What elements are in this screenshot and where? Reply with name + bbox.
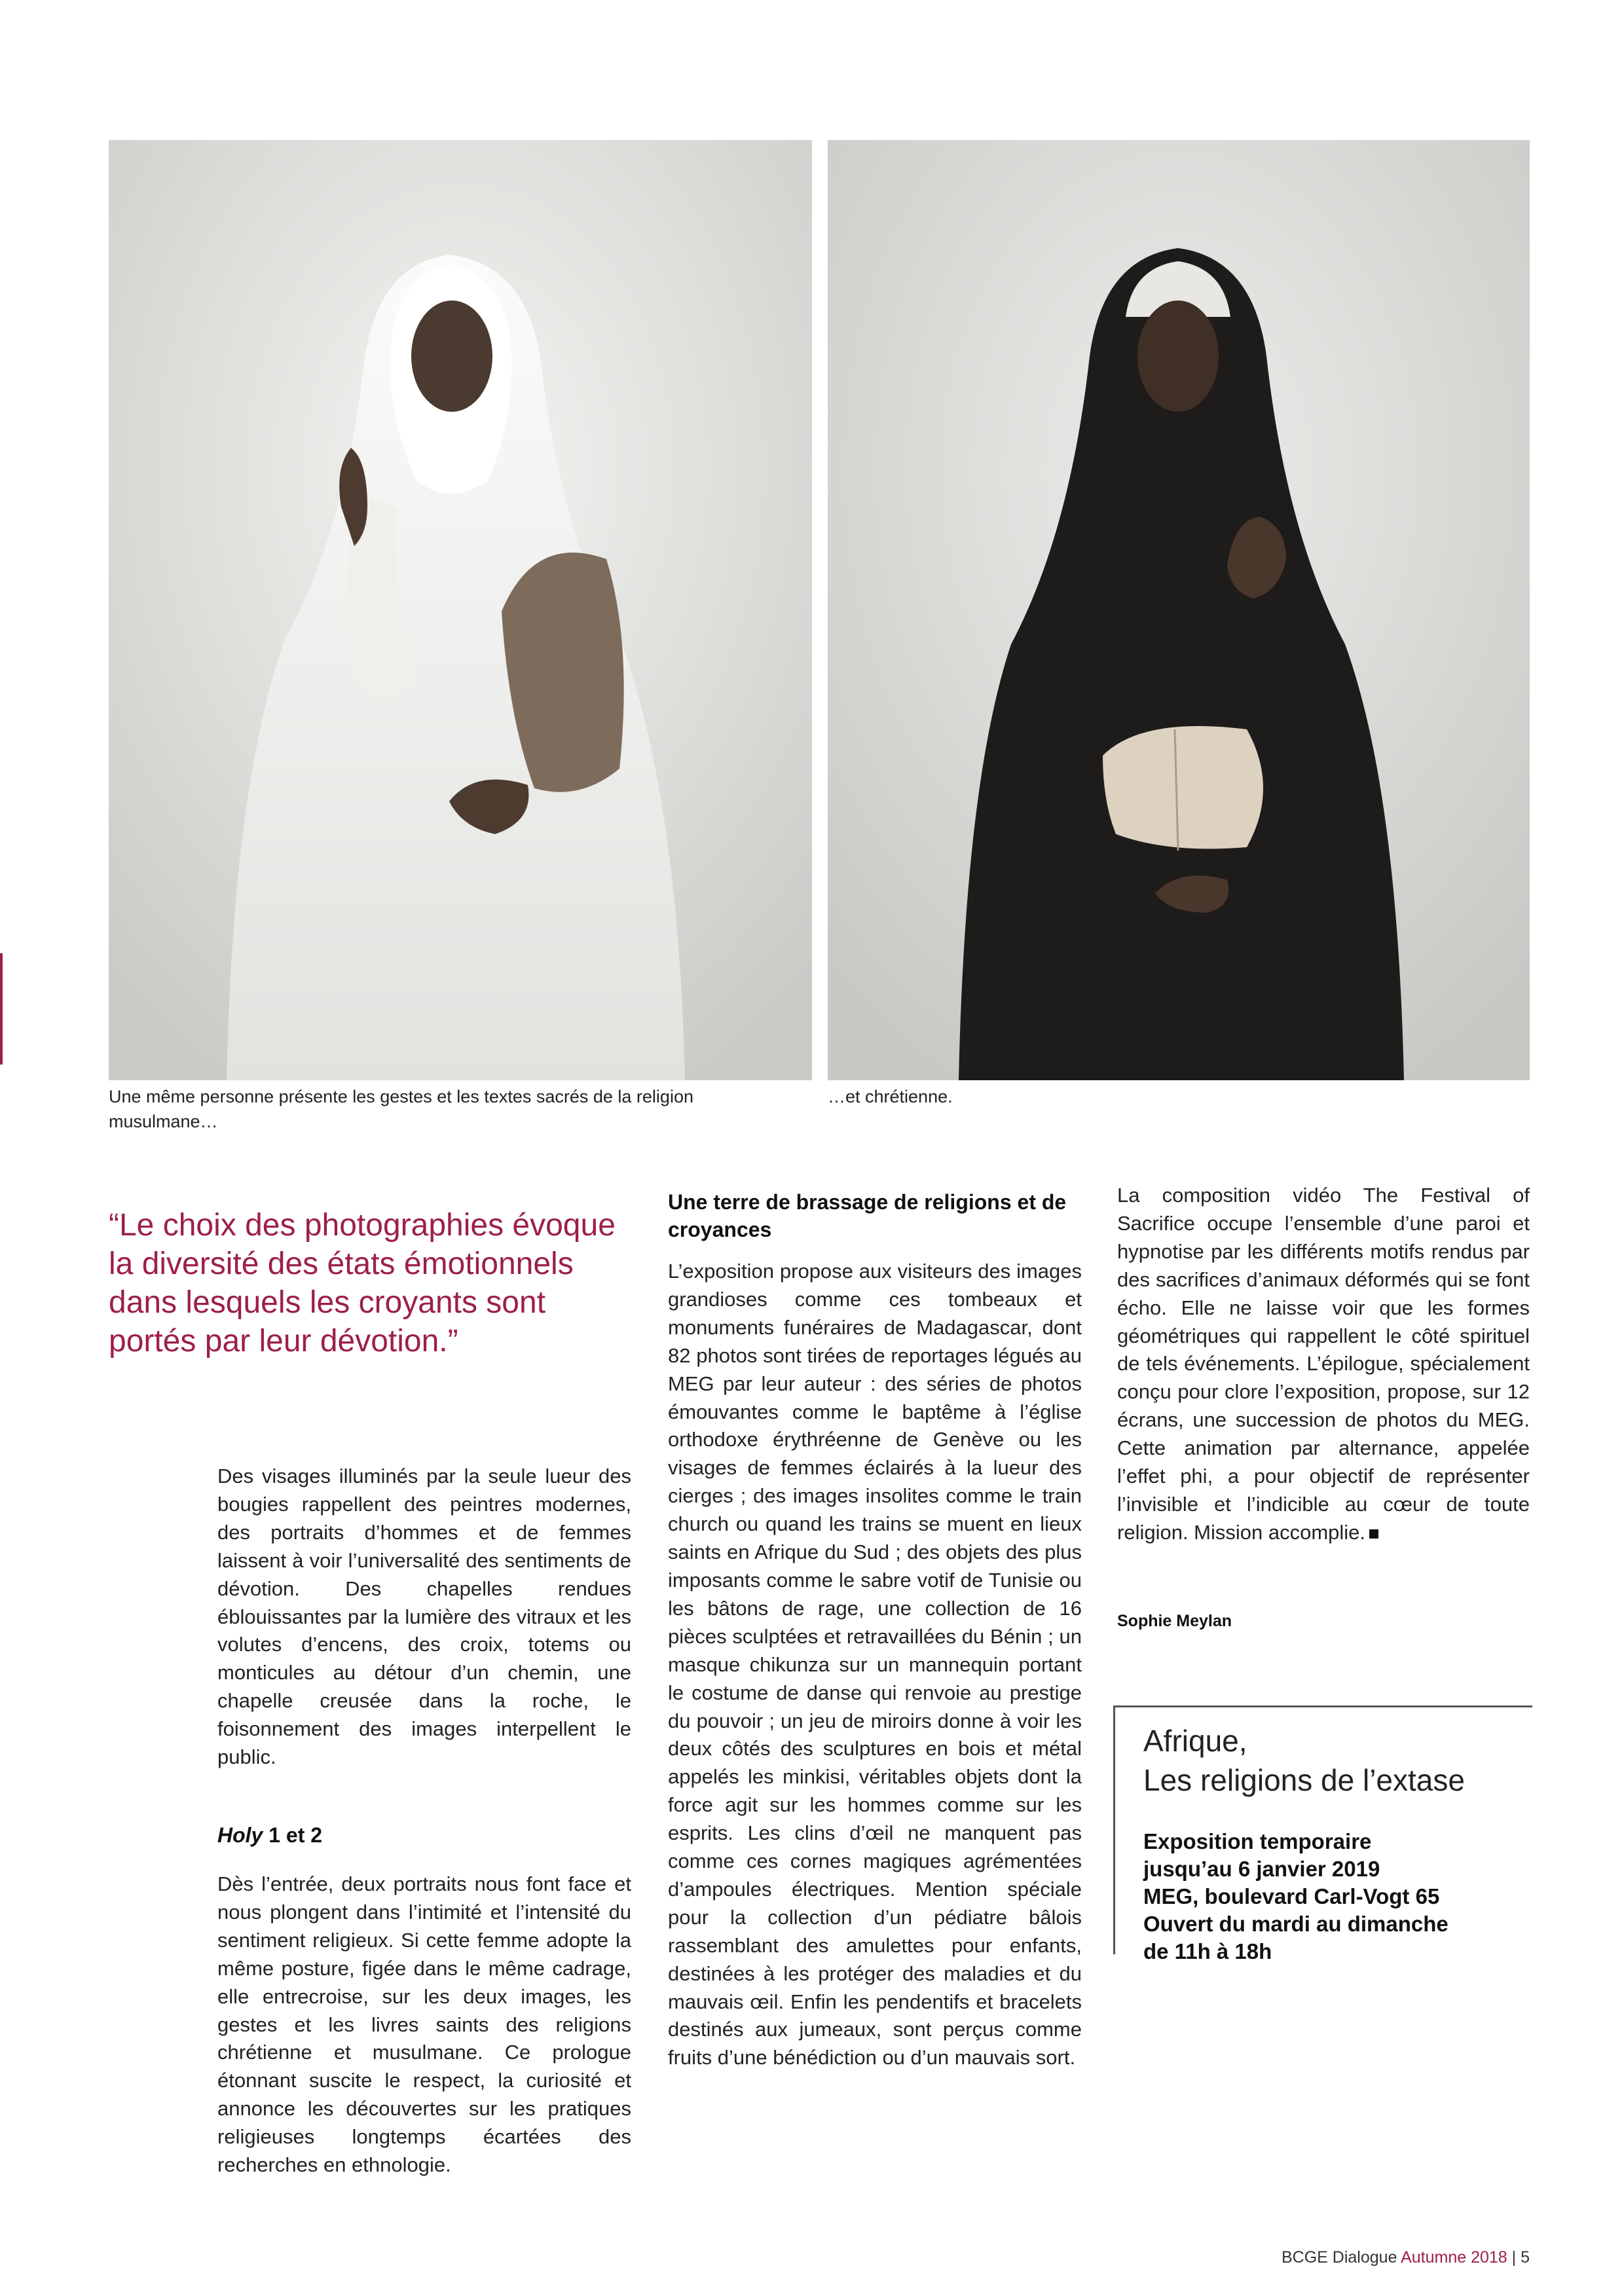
exhibition-info-box (1113, 1705, 1532, 1963)
holy-subhead-rest: 1 et 2 (263, 1823, 323, 1847)
footer-publication: BCGE Dialogue (1282, 2248, 1397, 2267)
author-signature: Sophie Meylan (1117, 1612, 1232, 1630)
exhibition-detail-line4: Ouvert du mardi au dimanche (1143, 1912, 1449, 1936)
caption-left: Une même personne présente les gestes et les textes sacrés de la religion musulmane… (109, 1087, 693, 1131)
box-left-rule (1113, 1705, 1115, 1954)
holy-subhead (217, 1821, 631, 1849)
margin-accent-bar (0, 953, 3, 1065)
exhibition-detail-line5: de 11h à 18h (1143, 1939, 1272, 1963)
end-mark-icon (1369, 1529, 1378, 1539)
exhibition-details (1143, 1828, 1523, 1965)
exhibition-detail-line3: MEG, boulevard Carl-Vogt 65 (1143, 1884, 1440, 1908)
pull-quote: “Le choix des photographies évoque la diversité des états émotionnels dans lesquels les croyants sont portés par leur dévotion.” (109, 1208, 616, 1358)
caption-right: …et chrétienne. (828, 1087, 953, 1106)
column1-paragraph1: Des visages illuminés par la seule lueur des bougies rappellent des peintres modernes, des portraits d’hommes et de femmes laissent à voir l’universalité des sentiments de dévotion. Des chapelles rendues éblouissantes par la lumière des vitraux et les volutes d’encens, des croix, totems ou monticules au détour d’un chemin, une chapelle creusée dans la roche, le foisonnement des images interpellent le public. (217, 1465, 631, 1769)
box-top-rule (1113, 1705, 1532, 1707)
exhibition-detail-line2: jusqu’au 6 janvier 2019 (1143, 1857, 1380, 1881)
footer-season: Autumne 2018 (1401, 2248, 1507, 2267)
holy-subhead-italic: Holy (217, 1823, 263, 1847)
photo-black-robed-woman (828, 140, 1530, 1080)
column2-subhead: Une terre de brassage de religions et de croyances (668, 1190, 1067, 1241)
exhibition-title (1143, 1721, 1523, 1800)
exhibition-detail-line1: Exposition temporaire (1143, 1829, 1372, 1853)
page-number: 5 (1521, 2248, 1530, 2267)
footer-separator: | (1511, 2248, 1517, 2267)
column3-paragraph (1117, 1182, 1530, 1547)
exhibition-title-line2: Les religions de l’extase (1143, 1763, 1465, 1797)
photo-white-robed-woman (109, 140, 812, 1080)
exhibition-title-line1: Afrique, (1143, 1724, 1247, 1758)
page-footer (1192, 2248, 1530, 2267)
column1-paragraph2: Dès l’entrée, deux portraits nous font face et nous plongent dans l’intimité et l’intensité du sentiment religieux. Si cette femme adopte la même posture, figée dans le même cadrage, elle entrecroise, sur les deux images, les gestes et les livres saints des religions chrétienne et musulmane. Ce prologue étonnant suscite le respect, la curiosité et annonce les découvertes sur les pratiques religieuses longtemps écartées des recherches en ethnologie. (217, 1872, 631, 2177)
column3-paragraph-text: La composition vidéo The Festival of Sacrifice occupe l’ensemble d’une paroi et hypnotise par les différents motifs rendus par des sacrifices d’animaux déformés qui se font écho. Elle ne laisse voir que les formes géométriques qui rappellent le côté spirituel de tels événements. L’épilogue, spécialement conçu pour clore l’exposition, propose, sur 12 écrans, une succession de photos du MEG. Cette animation par alternance, appelée l’effet phi, a pour objectif de représenter l’invisible et l’indicible au cœur de toute religion. Mission accomplie. (1117, 1184, 1530, 1544)
column2-paragraph: L’exposition propose aux visiteurs des images grandioses comme ces tombeaux et monuments funéraires de Madagascar, dont 82 photos sont tirées de reportages légués au MEG par leur auteur : des séries de photos émouvantes comme le baptême à l’église orthodoxe érythréenne de Genève ou les visages de femmes éclairés à la lueur des cierges ; des images insolites comme le train church ou quand les trains se muent en lieux saints en Afrique du Sud ; des objets des plus imposants comme le sabre votif de Tunisie ou les bâtons de rage, une collection de 16 pièces sculptées et retravaillées du Bénin ; un masque chikunza sur un mannequin portant le costume de danse qui renvoie au prestige du pouvoir ; un jeu de miroirs donne à voir les deux côtés des sculptures en bois et métal appelés les minkisi, véritables objets dont la force agit sur les hommes comme sur les esprits. Les clins d’œil ne manquent pas comme ces cornes magiques agrémentées d’ampoules électriques. Mention spéciale pour la collection d’un pédiatre bâlois rassemblant des amulettes pour enfants, destinées à les protéger des maladies et du mauvais œil. Enfin les pendentifs et bracelets destinés aux jumeaux, sont perçus comme fruits d’une bénédiction ou d’un mauvais sort. (668, 1260, 1082, 2069)
